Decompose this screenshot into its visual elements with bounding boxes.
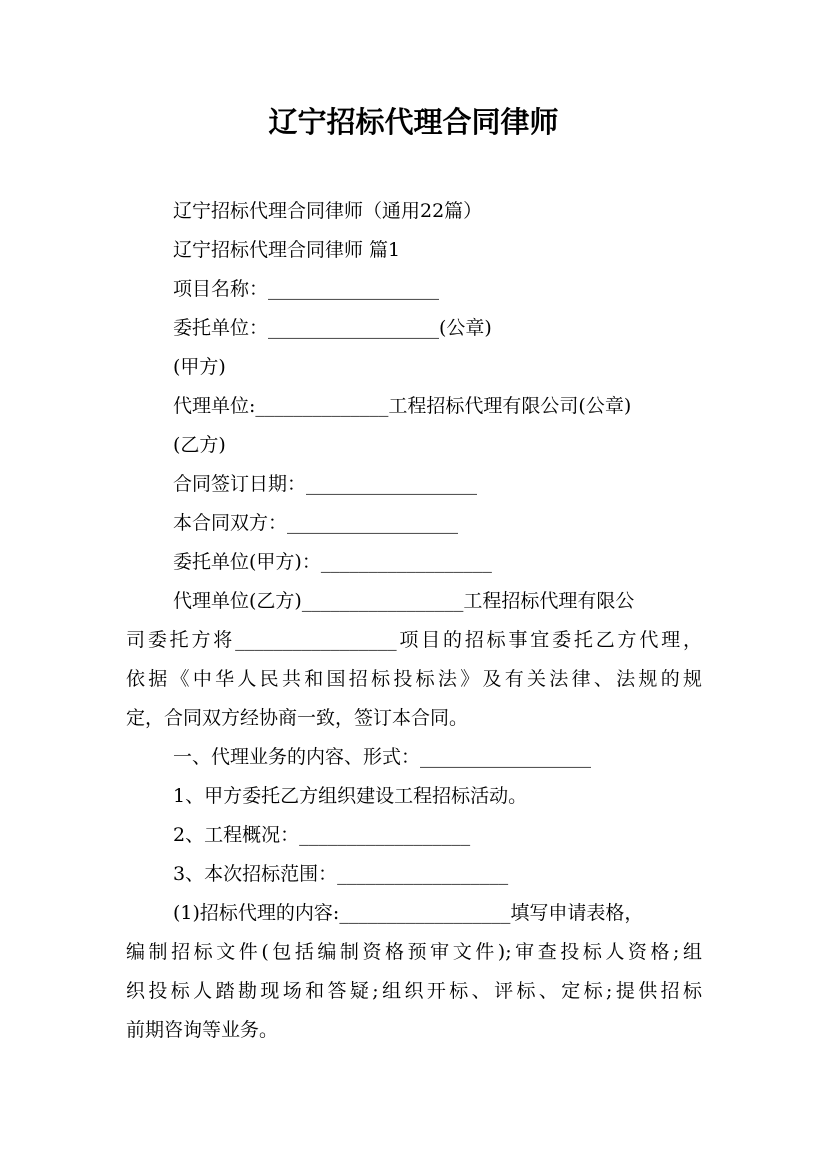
clause-1: 1、甲方委托乙方组织建设工程招标活动。 bbox=[173, 785, 528, 807]
field-client-party-a: 委托单位(甲方)：__________________ bbox=[173, 551, 492, 573]
paragraph-line: 前期咨询等业务。 bbox=[126, 1019, 279, 1041]
doc-heading-general: 辽宁招标代理合同律师（通用22篇） bbox=[173, 200, 483, 222]
party-a-label: (甲方) bbox=[173, 356, 226, 378]
section-1-heading: 一、代理业务的内容、形式：__________________ bbox=[173, 746, 592, 768]
field-project-name: 项目名称：__________________ bbox=[173, 278, 440, 300]
document-title: 辽宁招标代理合同律师 bbox=[268, 105, 559, 139]
paragraph-line: 代理单位(乙方)_________________工程招标代理有限公 bbox=[173, 590, 635, 612]
paragraph-line: 织投标人踏勘现场和答疑;组织开标、评标、定标;提供招标 bbox=[126, 980, 702, 1002]
paragraph-line: (1)招标代理的内容:__________________填写申请表格， bbox=[173, 902, 644, 924]
field-client-unit: 委托单位：__________________(公章) bbox=[173, 317, 492, 339]
paragraph-line: 定，合同双方经协商一致，签订本合同。 bbox=[126, 707, 469, 729]
field-agent-unit: 代理单位:______________工程招标代理有限公司(公章) bbox=[173, 395, 632, 417]
field-both-parties: 本合同双方：__________________ bbox=[173, 512, 459, 534]
paragraph-line: 依据《中华人民共和国招标投标法》及有关法律、法规的规 bbox=[126, 668, 702, 690]
clause-3: 3、本次招标范围：__________________ bbox=[173, 863, 509, 885]
paragraph-line: 编制招标文件(包括编制资格预审文件);审查投标人资格;组 bbox=[126, 941, 702, 963]
party-b-label: (乙方) bbox=[173, 434, 226, 456]
clause-2: 2、工程概况：__________________ bbox=[173, 824, 471, 846]
paragraph-line: 司委托方将_________________项目的招标事宜委托乙方代理， bbox=[126, 629, 702, 651]
field-sign-date: 合同签订日期：__________________ bbox=[173, 473, 478, 495]
doc-heading-part-1: 辽宁招标代理合同律师 篇1 bbox=[173, 239, 401, 261]
